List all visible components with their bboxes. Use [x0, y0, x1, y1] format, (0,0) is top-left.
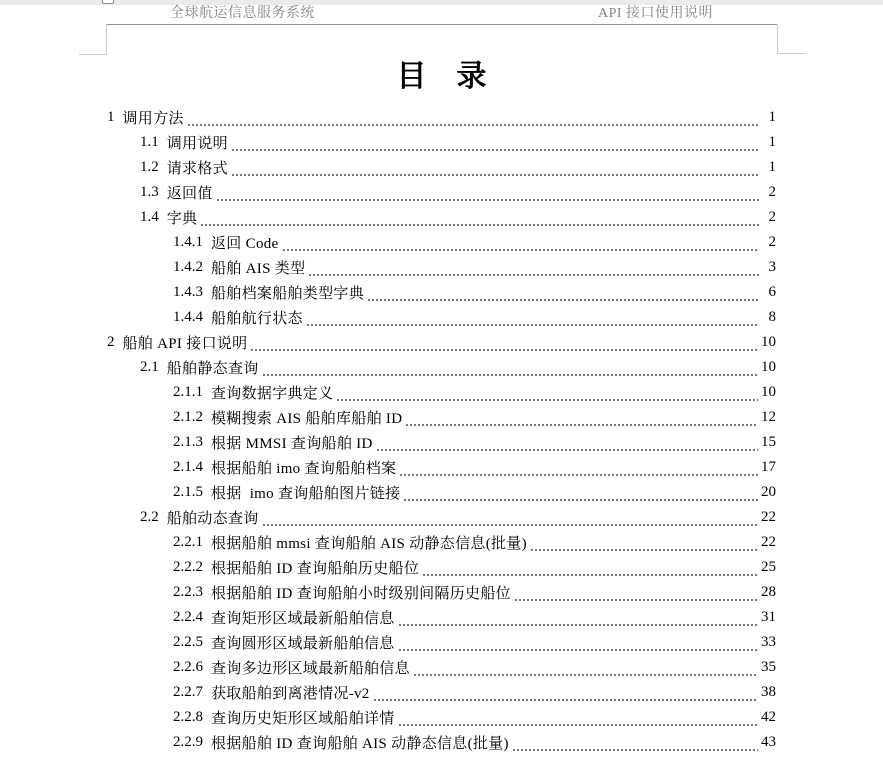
toc-entry-number: 2.2.9 — [173, 734, 203, 750]
toc-entry-label: 船舶 API 接口说明 — [122, 336, 248, 352]
toc-entry-page: 1 — [768, 109, 776, 125]
dot-leader — [404, 499, 758, 501]
toc-entry-label: 船舶档案船舶类型字典 — [211, 286, 365, 302]
toc-entry-label: 根据 MMSI 查询船舶 ID — [211, 436, 373, 452]
header-system-title: 全球航运信息服务系统 — [170, 6, 315, 21]
toc-entry[interactable] — [107, 455, 776, 480]
toc-entry-page: 35 — [761, 659, 776, 675]
toc-entry-label: 船舶航行状态 — [211, 311, 303, 327]
toc-entry[interactable] — [107, 380, 776, 405]
dot-leader — [337, 399, 758, 401]
toc-entry-number: 2.1.5 — [173, 484, 203, 500]
toc-entry[interactable] — [107, 555, 776, 580]
toc-entry[interactable] — [107, 105, 776, 130]
toc-entry-label: 根据船舶 ID 查询船舶小时级别间隔历史船位 — [211, 586, 511, 602]
toc-entry-label: 根据船舶 imo 查询船舶档案 — [211, 461, 397, 477]
toc-entry-page: 28 — [761, 584, 776, 600]
toc-entry[interactable] — [107, 355, 776, 380]
toc-entry-number: 2.2.4 — [173, 609, 203, 625]
toc-entry-number: 2.2.7 — [173, 684, 203, 700]
toc-entry-number: 2.1.1 — [173, 384, 203, 400]
dot-leader — [406, 424, 758, 426]
toc-entry-label: 返回值 — [166, 186, 213, 202]
toc-entry-page: 10 — [761, 334, 776, 350]
dot-leader — [283, 249, 759, 251]
toc-entry-label: 根据船舶 mmsi 查询船舶 AIS 动静态信息(批量) — [211, 536, 527, 552]
toc-entry[interactable] — [107, 180, 776, 205]
toc-entry-number: 2.1 — [140, 359, 159, 375]
toc-entry-label: 获取船舶到离港情况-v2 — [211, 686, 370, 702]
toc-entry-number: 2 — [107, 334, 115, 350]
toc-entry-page: 1 — [768, 134, 776, 150]
toc-entry-number: 2.2.8 — [173, 709, 203, 725]
toc-entry-label: 船舶 AIS 类型 — [211, 261, 306, 277]
toc-entry-label: 返回 Code — [211, 236, 279, 252]
dot-leader — [368, 299, 759, 301]
toc-entry-number: 2.2.3 — [173, 584, 203, 600]
dot-leader — [399, 624, 758, 626]
dot-leader — [374, 699, 758, 701]
toc-entry[interactable] — [107, 405, 776, 430]
toc-entry[interactable] — [107, 205, 776, 230]
toc-entry-label: 根据船舶 ID 查询船舶历史船位 — [211, 561, 420, 577]
toc-entry-label: 船舶动态查询 — [166, 511, 259, 527]
dot-leader — [307, 324, 759, 326]
toc-entry-number: 1.4.2 — [173, 259, 203, 275]
toc-entry-number: 1 — [107, 109, 115, 125]
toc-entry-label: 查询数据字典定义 — [211, 386, 334, 402]
toc-entry-number: 1.4.1 — [173, 234, 203, 250]
toc-entry[interactable] — [107, 430, 776, 455]
toc-entry[interactable] — [107, 730, 776, 755]
toc-entry[interactable] — [107, 255, 776, 280]
toc-entry[interactable] — [107, 230, 776, 255]
toc-entry-number: 1.4 — [140, 209, 159, 225]
dot-leader — [399, 724, 758, 726]
header-boundary-left-vertical — [106, 24, 107, 54]
toc-entry-page: 2 — [768, 234, 776, 250]
header-doc-title: API 接口使用说明 — [598, 6, 714, 21]
dot-leader — [201, 224, 759, 226]
toc-entry-number: 2.1.4 — [173, 459, 203, 475]
toc-entry-label: 查询圆形区域最新船舶信息 — [211, 636, 395, 652]
toc-entry[interactable] — [107, 705, 776, 730]
toc-entry-page: 3 — [768, 259, 776, 275]
toc-entry-page: 6 — [768, 284, 776, 300]
toc-entry-number: 2.2.6 — [173, 659, 203, 675]
dot-leader — [263, 374, 758, 376]
dot-leader — [263, 524, 758, 526]
toc-entry-page: 2 — [768, 184, 776, 200]
toc-entry-label: 查询矩形区域最新船舶信息 — [211, 611, 395, 627]
toc-entry-number: 1.1 — [140, 134, 159, 150]
header-rule — [106, 24, 777, 25]
document-marker-icon — [102, 0, 114, 4]
toc-entry[interactable] — [107, 330, 776, 355]
toc-entry[interactable] — [107, 280, 776, 305]
header-boundary-right-horizontal — [777, 53, 806, 54]
toc-entry-page: 15 — [761, 434, 776, 450]
toc-entry-page: 25 — [761, 559, 776, 575]
toc-entry-page: 8 — [768, 309, 776, 325]
toc-entry[interactable] — [107, 605, 776, 630]
toc-entry-label: 字典 — [166, 211, 198, 227]
toc-page-title: 目 录 — [396, 60, 487, 93]
toc-entry-page: 22 — [761, 509, 776, 525]
window-top-strip — [0, 0, 883, 5]
toc-entry[interactable] — [107, 580, 776, 605]
toc-entry[interactable] — [107, 130, 776, 155]
toc-entry-page: 22 — [761, 534, 776, 550]
dot-leader — [423, 574, 758, 576]
toc-entry-page: 33 — [761, 634, 776, 650]
toc-entry-page: 2 — [768, 209, 776, 225]
toc-entry-label: 根据 imo 查询船舶图片链接 — [211, 486, 401, 502]
toc-entry-number: 1.3 — [140, 184, 159, 200]
dot-leader — [188, 124, 759, 126]
toc-entry-page: 42 — [761, 709, 776, 725]
toc-entry-page: 38 — [761, 684, 776, 700]
toc-entry-label: 查询多边形区域最新船舶信息 — [211, 661, 410, 677]
toc-entry-page: 31 — [761, 609, 776, 625]
toc-entry[interactable] — [107, 630, 776, 655]
toc-entry[interactable] — [107, 655, 776, 680]
dot-leader — [217, 199, 759, 201]
toc-entry-label: 调用说明 — [166, 136, 228, 152]
toc-entry-number: 1.4.3 — [173, 284, 203, 300]
toc-entry-number: 2.2.5 — [173, 634, 203, 650]
toc-entry[interactable] — [107, 530, 776, 555]
toc-entry-page: 10 — [761, 359, 776, 375]
toc-entry-number: 1.4.4 — [173, 309, 203, 325]
toc-entry-label: 船舶静态查询 — [166, 361, 259, 377]
dot-leader — [251, 349, 758, 351]
toc-entry-label: 查询历史矩形区域船舶详情 — [211, 711, 395, 727]
toc-entry-label: 模糊搜索 AIS 船舶库船舶 ID — [211, 411, 403, 427]
toc-entry[interactable] — [107, 505, 776, 530]
toc-entry-number: 1.2 — [140, 159, 159, 175]
toc-entry-number: 2.2.2 — [173, 559, 203, 575]
toc-entry[interactable] — [107, 480, 776, 505]
dot-leader — [515, 599, 758, 601]
dot-leader — [400, 474, 758, 476]
toc-entry[interactable] — [107, 155, 776, 180]
toc-entry-label: 请求格式 — [166, 161, 228, 177]
dot-leader — [377, 449, 758, 451]
toc-entry-page: 20 — [761, 484, 776, 500]
header-boundary-left-horizontal — [79, 54, 106, 55]
toc-list — [107, 105, 776, 755]
dot-leader — [399, 649, 758, 651]
toc-entry-page: 1 — [768, 159, 776, 175]
toc-entry-page: 10 — [761, 384, 776, 400]
dot-leader — [309, 274, 759, 276]
dot-leader — [531, 549, 758, 551]
toc-entry[interactable] — [107, 680, 776, 705]
toc-entry-page: 17 — [761, 459, 776, 475]
toc-entry-label: 调用方法 — [122, 111, 184, 127]
toc-entry-number: 2.1.2 — [173, 409, 203, 425]
header-boundary-right-vertical — [777, 25, 778, 53]
toc-entry-label: 根据船舶 ID 查询船舶 AIS 动静态信息(批量) — [211, 736, 509, 752]
dot-leader — [232, 174, 759, 176]
toc-entry-page: 43 — [761, 734, 776, 750]
toc-entry[interactable] — [107, 305, 776, 330]
toc-entry-number: 2.2 — [140, 509, 159, 525]
toc-entry-number: 2.2.1 — [173, 534, 203, 550]
dot-leader — [513, 749, 758, 751]
toc-entry-page: 12 — [761, 409, 776, 425]
dot-leader — [414, 674, 758, 676]
dot-leader — [232, 149, 759, 151]
toc-entry-number: 2.1.3 — [173, 434, 203, 450]
